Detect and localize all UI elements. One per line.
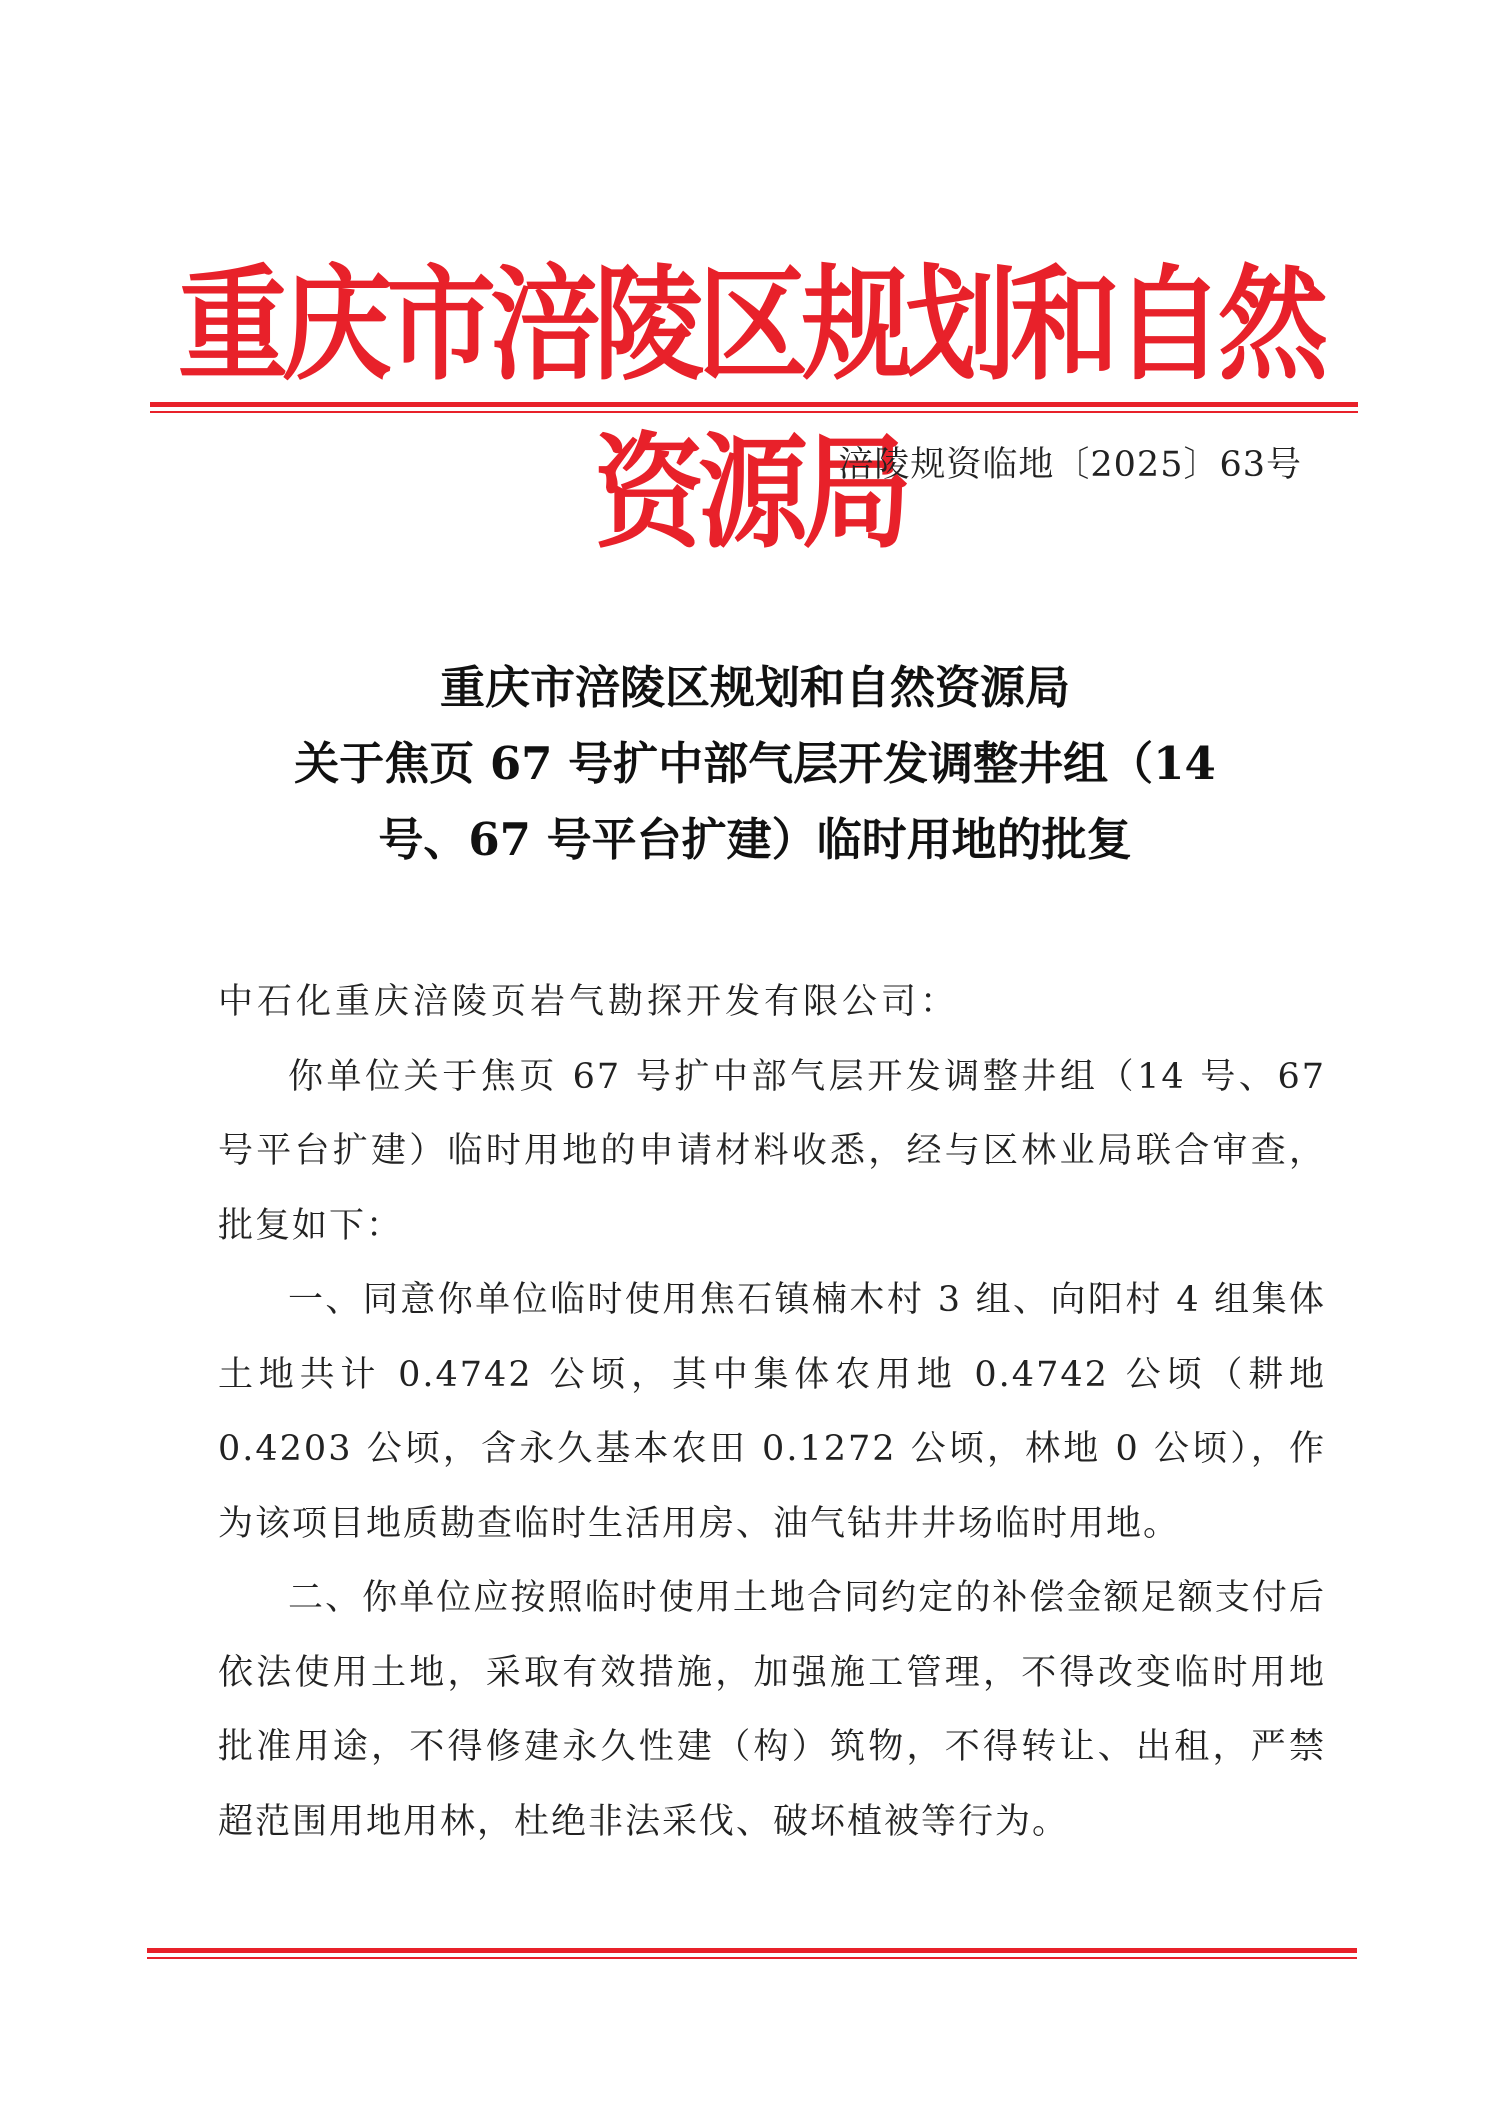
footer-red-rule-thin — [147, 1957, 1357, 1959]
issuing-authority-header: 重庆市涪陵区规划和自然资源局 — [178, 252, 1322, 565]
paragraph-2: 二、你单位应按照临时使用土地合同约定的补偿金额足额支付后依法使用土地，采取有效措施，加强施工管理，不得改变临时用地批准用途，不得修建永久性建（构）筑物，不得转让、出租，严禁超范围用地用林，杜绝非法采伐、破坏植被等行为。 — [218, 1578, 1326, 1842]
header-red-rule-thin — [150, 411, 1358, 413]
salutation: 中石化重庆涪陵页岩气勘探开发有限公司： — [218, 982, 960, 1022]
document-title — [200, 650, 1310, 878]
paragraph-intro: 你单位关于焦页 67 号扩中部气层开发调整井组（14 号、67 号平台扩建）临时用地的申请材料收悉，经与区林业局联合审查，批复如下： — [218, 1056, 1326, 1246]
header-red-rule — [150, 402, 1358, 407]
paragraph-1: 一、同意你单位临时使用焦石镇楠木村 3 组、向阳村 4 组集体土地共计 0.4742 公顷，其中集体农用地 0.4742 公顷（耕地 0.4203 公顷，含永久基本农田 0.1272 公顷，林地 0 公顷），作为该项目地质勘查临时生活用房、油气钻井井场临时用地。 — [218, 1280, 1326, 1544]
title-line-3: 号、67 号平台扩建）临时用地的批复 — [378, 813, 1132, 866]
document-body — [218, 965, 1326, 1859]
title-line-2: 关于焦页 67 号扩中部气层开发调整井组（14 — [294, 737, 1216, 790]
footer-red-rule — [147, 1948, 1357, 1953]
title-line-1: 重庆市涪陵区规划和自然资源局 — [439, 661, 1070, 714]
document-number: 涪陵规资临地〔2025〕63号 — [838, 445, 1302, 485]
